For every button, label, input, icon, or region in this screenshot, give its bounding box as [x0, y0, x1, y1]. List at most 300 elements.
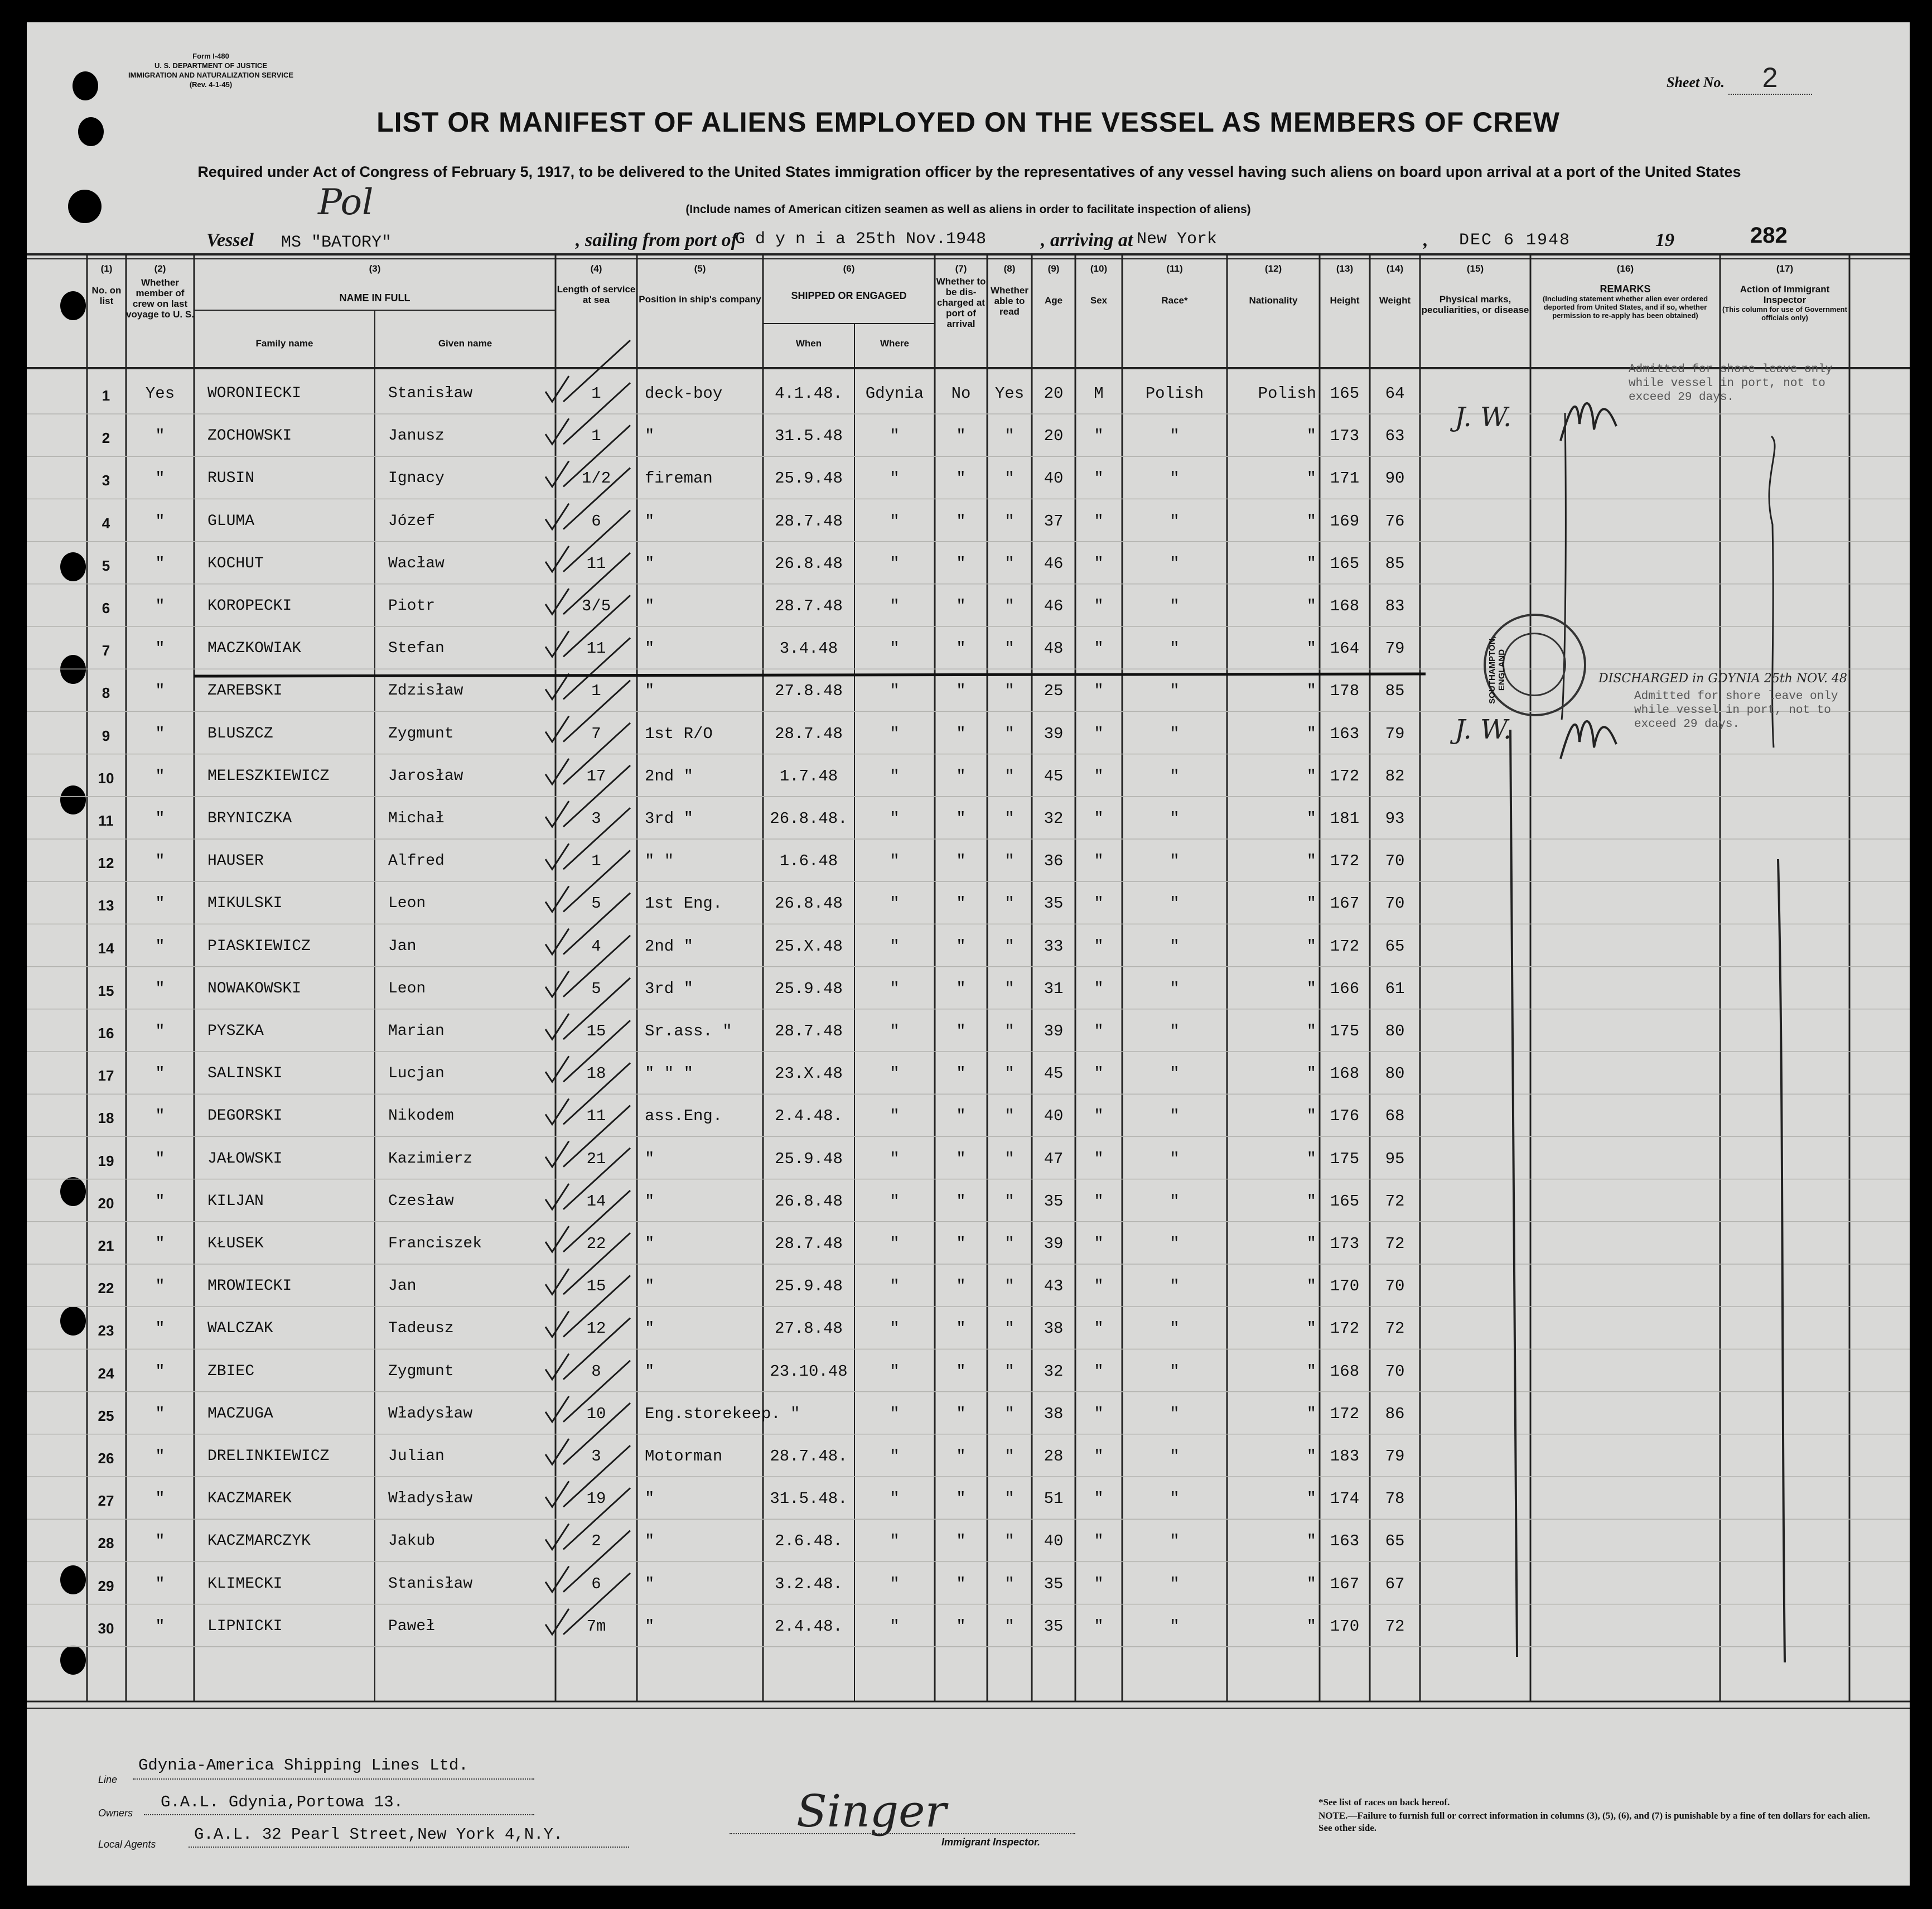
- cell-read: ": [1004, 1107, 1015, 1126]
- cell-weight: 64: [1385, 384, 1405, 403]
- cell-race: ": [1170, 1362, 1180, 1381]
- cell-position: ": [645, 1319, 655, 1338]
- cell-race: ": [1170, 937, 1180, 956]
- cell-position: ": [645, 1149, 655, 1168]
- col-7-header: (7) Whether to be dis-charged at port of arrival: [936, 263, 986, 329]
- row-number: 16: [98, 1025, 114, 1042]
- cell-given: Wacław: [388, 555, 445, 572]
- row-number: 13: [98, 897, 114, 914]
- cell-nat: ": [1306, 1489, 1316, 1508]
- cell-given: Zygmunt: [388, 725, 454, 743]
- cell-where: ": [890, 427, 900, 446]
- cell-weight: 80: [1385, 1022, 1405, 1040]
- cell-last: ": [155, 1235, 165, 1253]
- cell-where: ": [890, 1532, 900, 1551]
- cell-when: 27.8.48: [775, 682, 843, 701]
- cell-age: 31: [1044, 979, 1064, 998]
- row-number: 10: [98, 769, 114, 787]
- cell-height: 173: [1330, 1235, 1360, 1253]
- cell-weight: 85: [1385, 554, 1405, 573]
- cell-height: 183: [1330, 1447, 1360, 1466]
- cell-family: HAUSER: [207, 852, 264, 870]
- cell-read: ": [1004, 1319, 1015, 1338]
- cell-family: MACZUGA: [207, 1405, 273, 1423]
- col-12-header: (12) Nationality: [1249, 263, 1298, 306]
- cell-given: Ignacy: [388, 470, 445, 488]
- col-15-header: (15) Physical marks, peculiarities, or disease: [1421, 263, 1529, 315]
- cell-last: ": [155, 1022, 165, 1040]
- cell-where: ": [890, 894, 900, 913]
- cell-disch: ": [956, 1277, 966, 1296]
- cell-age: 38: [1044, 1404, 1064, 1423]
- cell-where: ": [890, 639, 900, 658]
- cell-service: 3: [591, 809, 601, 828]
- cell-service: 3/5: [581, 597, 611, 615]
- cell-given: Jakub: [388, 1532, 436, 1550]
- cell-read: ": [1004, 1447, 1015, 1466]
- cell-service: 6: [591, 512, 601, 531]
- cell-where: ": [890, 1064, 900, 1083]
- cell-read: ": [1004, 682, 1015, 701]
- cell-sex: ": [1094, 469, 1104, 488]
- cell-family: RUSIN: [207, 470, 255, 488]
- cell-race: ": [1170, 597, 1180, 615]
- cell-race: ": [1170, 1149, 1180, 1168]
- inspector-label: Immigrant Inspector.: [941, 1836, 1041, 1848]
- cell-height: 173: [1330, 427, 1360, 446]
- row-number: 8: [102, 684, 110, 702]
- cell-height: 167: [1330, 894, 1360, 913]
- cell-nat: ": [1306, 1362, 1316, 1381]
- cell-given: Leon: [388, 980, 426, 997]
- cell-read: ": [1004, 1362, 1015, 1381]
- cell-race: ": [1170, 639, 1180, 658]
- cell-sex: ": [1094, 937, 1104, 956]
- cell-sex: ": [1094, 1235, 1104, 1253]
- cell-family: KACZMAREK: [207, 1490, 292, 1508]
- cell-nat: ": [1306, 1617, 1316, 1636]
- cell-last: ": [155, 809, 165, 828]
- cell-weight: 76: [1385, 512, 1405, 531]
- row-number: 17: [98, 1067, 114, 1084]
- cell-weight: 95: [1385, 1149, 1405, 1168]
- cell-read: ": [1004, 1022, 1015, 1040]
- line-label: Line: [98, 1774, 118, 1785]
- row-number: 19: [98, 1152, 114, 1169]
- cell-read: ": [1004, 979, 1015, 998]
- cell-height: 168: [1330, 1362, 1360, 1381]
- col-13-header: (13) Height: [1330, 263, 1360, 306]
- cell-service: 17: [586, 767, 606, 785]
- cell-given: Stanisław: [388, 385, 473, 402]
- cell-when: 4.1.48.: [775, 384, 843, 403]
- strike-through-row-7: [194, 674, 1426, 676]
- cell-nat: ": [1306, 1022, 1316, 1040]
- cell-when: 27.8.48: [775, 1319, 843, 1338]
- cell-position: 2nd ": [645, 937, 694, 956]
- cell-race: ": [1170, 1532, 1180, 1551]
- cell-position: ass.Eng.: [645, 1107, 723, 1126]
- cell-position: ": [645, 1489, 655, 1508]
- cell-age: 35: [1044, 1574, 1064, 1593]
- cell-family: LIPNICKI: [207, 1617, 283, 1635]
- cell-given: Michał: [388, 810, 445, 827]
- cell-age: 39: [1044, 1022, 1064, 1040]
- cell-age: 40: [1044, 1107, 1064, 1126]
- cell-nat: ": [1306, 427, 1316, 446]
- cell-disch: ": [956, 469, 966, 488]
- cell-where: ": [890, 767, 900, 785]
- cell-read: ": [1004, 639, 1015, 658]
- cell-weight: 72: [1385, 1617, 1405, 1636]
- cell-age: 25: [1044, 682, 1064, 701]
- cell-read: ": [1004, 1277, 1015, 1296]
- cell-position: fireman: [645, 469, 713, 488]
- cell-age: 28: [1044, 1447, 1064, 1466]
- cell-when: 26.8.48: [775, 894, 843, 913]
- cell-race: ": [1170, 512, 1180, 531]
- cell-given: Zygmunt: [388, 1362, 454, 1380]
- page-number: 282: [1750, 223, 1788, 248]
- cell-race: ": [1170, 469, 1180, 488]
- cell-weight: 80: [1385, 1064, 1405, 1083]
- cell-position: ": [645, 639, 655, 658]
- cell-service: 11: [586, 1107, 606, 1126]
- cell-disch: ": [956, 852, 966, 871]
- cell-read: ": [1004, 597, 1015, 615]
- cell-service: 3: [591, 1447, 601, 1466]
- cell-race: ": [1170, 894, 1180, 913]
- cell-service: 4: [591, 937, 601, 956]
- cell-given: Zdzisław: [388, 682, 463, 700]
- cell-height: 172: [1330, 1319, 1360, 1338]
- cell-height: 176: [1330, 1107, 1360, 1126]
- cell-given: Piotr: [388, 597, 436, 615]
- cell-height: 172: [1330, 767, 1360, 785]
- cell-where: ": [890, 554, 900, 573]
- cell-race: ": [1170, 852, 1180, 871]
- cell-family: KŁUSEK: [207, 1235, 264, 1252]
- cell-weight: 67: [1385, 1574, 1405, 1593]
- cell-last: ": [155, 597, 165, 615]
- cell-last: ": [155, 1404, 165, 1423]
- cell-sex: ": [1094, 767, 1104, 785]
- row-number: 26: [98, 1450, 114, 1467]
- document-instruction: (Include names of American citizen seamen as well as aliens in order to facilitate inspection of aliens): [685, 203, 1251, 216]
- cell-read: ": [1004, 724, 1015, 743]
- cell-sex: ": [1094, 979, 1104, 998]
- cell-family: SALINSKI: [207, 1065, 283, 1083]
- cell-weight: 61: [1385, 979, 1405, 998]
- cell-race: ": [1170, 1235, 1180, 1253]
- row-number: 11: [98, 812, 114, 829]
- cell-age: 20: [1044, 384, 1064, 403]
- cell-where: ": [890, 1192, 900, 1211]
- col-5-header: (5) Position in ship's company: [639, 263, 761, 305]
- cell-where: ": [890, 1404, 900, 1423]
- cell-read: ": [1004, 1064, 1015, 1083]
- cell-service: 12: [586, 1319, 606, 1338]
- cell-height: 168: [1330, 1064, 1360, 1083]
- cell-sex: ": [1094, 894, 1104, 913]
- col-3-given-header: Given name: [438, 338, 492, 349]
- cell-position: 3rd ": [645, 809, 694, 828]
- cell-weight: 93: [1385, 809, 1405, 828]
- cell-read: ": [1004, 809, 1015, 828]
- cell-when: 25.9.48: [775, 979, 843, 998]
- cell-sex: ": [1094, 1532, 1104, 1551]
- cell-sex: ": [1094, 1489, 1104, 1508]
- cell-height: 172: [1330, 852, 1360, 871]
- row-number: 24: [98, 1365, 114, 1382]
- cell-disch: ": [956, 1064, 966, 1083]
- cell-service: 1: [591, 852, 601, 871]
- cell-weight: 65: [1385, 937, 1405, 956]
- cell-read: ": [1004, 1489, 1015, 1508]
- cell-last: ": [155, 554, 165, 573]
- cell-family: MACZKOWIAK: [207, 640, 302, 658]
- cell-age: 39: [1044, 1235, 1064, 1253]
- cell-height: 172: [1330, 937, 1360, 956]
- cell-nat: ": [1306, 639, 1316, 658]
- cell-last: ": [155, 1277, 165, 1296]
- cell-disch: ": [956, 937, 966, 956]
- cell-last: ": [155, 1107, 165, 1126]
- cell-when: 25.9.48: [775, 1277, 843, 1296]
- cell-age: 40: [1044, 469, 1064, 488]
- cell-sex: ": [1094, 1277, 1104, 1296]
- col-3-family-header: Family name: [255, 338, 313, 349]
- cell-family: PYSZKA: [207, 1023, 264, 1040]
- cell-nat: ": [1306, 894, 1316, 913]
- initials-row8: J. W.: [1455, 714, 1512, 745]
- cell-given: Stefan: [388, 640, 445, 658]
- arriving-label: , arriving at: [1041, 230, 1133, 250]
- cell-weight: 79: [1385, 724, 1405, 743]
- cell-disch: ": [956, 894, 966, 913]
- cell-family: BRYNICZKA: [207, 810, 292, 827]
- col-6-when-header: When: [795, 338, 822, 349]
- cell-disch: ": [956, 1532, 966, 1551]
- cell-race: ": [1170, 767, 1180, 785]
- cell-race: ": [1170, 1617, 1180, 1636]
- cell-service: 5: [591, 979, 601, 998]
- cell-family: WORONIECKI: [207, 385, 302, 402]
- cell-family: JAŁOWSKI: [207, 1150, 283, 1168]
- cell-weight: 78: [1385, 1489, 1405, 1508]
- manifest-sheet: Form I-480 U. S. DEPARTMENT OF JUSTICE IMMIGRATION AND NATURALIZATION SERVICE (Rev. 4-1-45) Sheet No. 2 LIST OR MANIFEST OF ALIENS EMPLOYED ON THE VESSEL AS MEMBERS OF CREW Required under Act of Congress of February 5, 1917, to be delivered to the United States immigration officer by the representatives of any vessel having such aliens on board upon arrival at a port of the United States (Include names of American citizen seamen as well as aliens in order to facilitate inspection of aliens) Vessel Pol MS "BATORY" , sailing from port of G d y n i a 25th Nov.1948 , arriving at New York , DEC 6 1948 19 282 (1) No. on list (2) Whether member of crew on last voyage to U. S. (3) NAME IN FULL Family name Given name (4) Length of service at sea (5) Position in ship's company (6) SHIPPED OR ENGAGED When Where (7) Whether to be dis-charged at port of arrival (8) Whether able to read (9) Age (10) Sex (11) Race* (12) Nationality (13) Height (14) Weight (15) Physical marks, peculiarities, or disease (16) REMARKS (Including statement whether alien ever ordered deported from United States, and if so, whether permission to re-apply has been obtained) (17) Action of Immigrant Inspector (This column for use of Government officials only) 1 Yes WORONIECKI Stanisław 1 deck-boy 4.1.48. Gdynia No Yes 20 M Polish Polish 165 64 2 " ZOCHOWSKI Janusz 1 " 31.5.48 " " " 20 " " " 173 63 3 " RUSIN Ignacy 1/2 fireman 25.9.48 " " " 40 " " " 171 90 4 " GLUMA Józef 6 " 28.7.48 " " " 37 " " " 169 76 5 " KOCHUT Wacław 11 " 26.8.48 " " " 46 " " " 165 85 6 " KOROPECKI Piotr 3/5 " 28.7.48 " " " 46 " " " 168 83 7 " MACZKOWIAK Stefan 11 " 3.4.48 " " " 48 " " " 164 79 8 " ZAREBSKI Zdzisław 1 " 27.8.48 " " " 25 " " " 178 85 9 " BLUSZCZ Zygmunt 7 1st R/O 28.7.48 " " " 39 " " " 163 79 10 " MELESZKIEWICZ Jarosław 17 2nd " 1.7.48 " " " 45 " " " 172 82 11 " BRYNICZKA Michał 3 3rd " 26.8.48. " " " 32 " " " 181 93 12 " HAUSER Alfred 1 " " 1.6.48 " " " 36 " " " 172 70 13 " MIKULSKI Leon 5 1st Eng. 26.8.48 " " " 35 " " " 167 70 14 " PIASKIEWICZ Jan 4 2nd " 25.X.48 " " " 33 " " " 172 65 15 " NOWAKOWSKI Leon 5 3rd " 25.9.48 " " " 31 " " " 166 61 16 " PYSZKA Marian 15 Sr.ass. " 28.7.48 " " " 39 " " " 175 80 17 " SALINSKI Lucjan 18 " " " 23.X.48 " " " 45 " " " 168 80 18 " DEGORSKI Nikodem 11 ass.Eng. 2.4.48. " " " 40 " " " 176 68 19 " JAŁOWSKI Kazimierz 21 " 25.9.48 " " " 47 " " " 175 95 20 " KILJAN Czesław 14 " 26.8.48 " " " 35 " " " 165 72 21 " KŁUSEK Franciszek 22 " 28.7.48 " " " 39 " " " 173 72 22 " MROWIECKI Jan 15 " 25.9.48 " " " 43 " " " 170 70 23 " WALCZAK Tadeusz 12 " 27.8.48 " " " 38 " " " 172 72 24 " ZBIEC Zygmunt 8 " 23.10.48 " " " 32 " " " 168 70 25 " MACZUGA Władysław 10 Eng.storekeep. " " " " 38 " " " 172 86 26 " DRELINKIEWICZ Julian 3 Motorman 28.7.48. " " " 28 " " " 183 79 27 " KACZMAREK Władysław 19 " 31.5.48. " " " 51 " " " 174 78 28 " KACZMARCZYK Jakub 2 " 2.6.48. " " " 40 " " " 163 65 29 " KLIMECKI Stanisław 6 " 3.2.48. " " " 35 " " " 167 67 30 " LIPNICKI Paweł 7m " 2.4.48. " " " 35 " " " 170 72 Admitted for shore leave only while vessel in port, not to exceed 29 days. Admitted for shore leave only while vessel in port, not to exceed 29 days. DISCHARGED in GDYNIA 25th NOV. 48 J. W. J. W. SOUTHAMPTON, ENGLAND Line Gdynia-America Shipping Lines Ltd. Owners G.A.L. Gdynia,Portowa 13. Local Agents G.A.L. 32 Pearl Street,New York 4,N.Y. Singer Immigrant Inspector. *See list of races on back hereof. NOTE.—Failure to furnish full or correct information in columns (3), (5), (6), and (7) is punishable by a fine of ten dollars for each alien. See other side.: [27, 22, 1910, 1886]
- cell-nat: ": [1306, 1192, 1316, 1211]
- remark-shore-leave-8: Admitted for shore leave only while vessel in port, not to exceed 29 days.: [1634, 690, 1838, 731]
- cell-service: 5: [591, 894, 601, 913]
- cell-where: ": [890, 724, 900, 743]
- cell-where: ": [890, 809, 900, 828]
- cell-when: 31.5.48.: [770, 1489, 848, 1508]
- cell-service: 19: [586, 1489, 606, 1508]
- inspector-initials-mark: [1555, 391, 1627, 457]
- cell-service: 15: [586, 1022, 606, 1040]
- cell-family: KOROPECKI: [207, 597, 292, 615]
- cell-read: ": [1004, 512, 1015, 531]
- cell-age: 36: [1044, 852, 1064, 871]
- row-number: 14: [98, 939, 114, 957]
- cell-service: 11: [586, 639, 606, 658]
- cell-position: ": [645, 427, 655, 446]
- shipping-line: Gdynia-America Shipping Lines Ltd.: [138, 1756, 468, 1775]
- cell-weight: 72: [1385, 1235, 1405, 1253]
- cell-age: 48: [1044, 639, 1064, 658]
- cell-last: ": [155, 852, 165, 871]
- row-number: 3: [102, 472, 110, 489]
- cell-disch: ": [956, 1447, 966, 1466]
- cell-nat: ": [1306, 682, 1316, 701]
- cell-sex: ": [1094, 1107, 1104, 1126]
- cell-height: 163: [1330, 1532, 1360, 1551]
- cell-last: ": [155, 724, 165, 743]
- cell-disch: No: [951, 384, 971, 403]
- cell-position: 1st R/O: [645, 724, 713, 743]
- cell-where: ": [890, 1489, 900, 1508]
- cell-nat: ": [1306, 554, 1316, 573]
- cell-disch: ": [956, 554, 966, 573]
- cell-service: 14: [586, 1192, 606, 1211]
- cell-given: Jan: [388, 937, 417, 955]
- cell-weight: 82: [1385, 767, 1405, 785]
- cell-service: 2: [591, 1532, 601, 1551]
- cell-last: ": [155, 469, 165, 488]
- cell-height: 170: [1330, 1617, 1360, 1636]
- cell-disch: ": [956, 1574, 966, 1593]
- cell-service: 18: [586, 1064, 606, 1083]
- cell-age: 35: [1044, 1617, 1064, 1636]
- cell-race: ": [1170, 1404, 1180, 1423]
- cell-position: ": [645, 1192, 655, 1211]
- vessel-handwritten-note: Pol: [318, 182, 374, 223]
- row-number: 23: [98, 1322, 114, 1339]
- cell-read: ": [1004, 767, 1015, 785]
- row-number: 22: [98, 1280, 114, 1297]
- cell-race: ": [1170, 1489, 1180, 1508]
- owners-label: Owners: [98, 1807, 133, 1819]
- cell-last: ": [155, 894, 165, 913]
- cell-disch: ": [956, 724, 966, 743]
- cell-last: ": [155, 937, 165, 956]
- cell-where: ": [890, 1022, 900, 1040]
- row-number: 7: [102, 642, 110, 659]
- col-4-header: (4) Length of service at sea: [557, 263, 636, 305]
- cell-race: ": [1170, 1447, 1180, 1466]
- cell-given: Janusz: [388, 427, 445, 445]
- sailing-label: , sailing from port of: [576, 230, 737, 250]
- sheet-number: Sheet No. 2: [1667, 61, 1812, 95]
- cell-weight: 70: [1385, 1277, 1405, 1296]
- cell-service: 1: [591, 384, 601, 403]
- cell-read: ": [1004, 1617, 1015, 1636]
- cell-race: ": [1170, 427, 1180, 446]
- cell-last: ": [155, 1447, 165, 1466]
- cell-weight: 70: [1385, 852, 1405, 871]
- cell-nat: ": [1306, 1447, 1316, 1466]
- cell-where: ": [890, 597, 900, 615]
- cell-service: 7: [591, 724, 601, 743]
- inspector-initials-mark: [1555, 708, 1627, 775]
- cell-age: 32: [1044, 1362, 1064, 1381]
- cell-weight: 65: [1385, 1532, 1405, 1551]
- cell-position: ": [645, 1617, 655, 1636]
- col-6-where-header: Where: [880, 338, 909, 349]
- cell-where: ": [890, 1277, 900, 1296]
- cell-family: DRELINKIEWICZ: [207, 1448, 330, 1465]
- cell-where: ": [890, 1149, 900, 1168]
- cell-disch: ": [956, 979, 966, 998]
- cell-weight: 70: [1385, 894, 1405, 913]
- row-number: 5: [102, 557, 110, 574]
- cell-when: 1.6.48: [779, 852, 838, 871]
- col-11-header: (11) Race*: [1161, 263, 1188, 306]
- col-14-header: (14) Weight: [1379, 263, 1411, 306]
- cell-family: MROWIECKI: [207, 1278, 292, 1295]
- cell-weight: 86: [1385, 1404, 1405, 1423]
- cell-age: 33: [1044, 937, 1064, 956]
- cell-nat: ": [1306, 724, 1316, 743]
- cell-age: 46: [1044, 554, 1064, 573]
- cell-age: 37: [1044, 512, 1064, 531]
- cell-when: 25.9.48: [775, 1149, 843, 1168]
- cell-when: 2.4.48.: [775, 1617, 843, 1636]
- cell-service: 1: [591, 427, 601, 446]
- cell-sex: ": [1094, 724, 1104, 743]
- cell-race: ": [1170, 1022, 1180, 1040]
- cell-height: 166: [1330, 979, 1360, 998]
- cell-last: ": [155, 1617, 165, 1636]
- cell-read: ": [1004, 852, 1015, 871]
- row-number: 27: [98, 1492, 114, 1510]
- cell-race: ": [1170, 1107, 1180, 1126]
- sailing-port: G d y n i a 25th Nov.1948: [735, 230, 987, 249]
- cell-position: ": [645, 1574, 655, 1593]
- cell-disch: ": [956, 1617, 966, 1636]
- cell-given: Julian: [388, 1448, 445, 1465]
- cell-family: KACZMARCZYK: [207, 1532, 311, 1550]
- cell-sex: ": [1094, 682, 1104, 701]
- cell-service: 22: [586, 1235, 606, 1253]
- cell-nat: ": [1306, 1404, 1316, 1423]
- cell-disch: ": [956, 427, 966, 446]
- col-6-header: (6) SHIPPED OR ENGAGED: [791, 263, 907, 301]
- cell-nat: ": [1306, 469, 1316, 488]
- cell-given: Paweł: [388, 1617, 436, 1635]
- cell-where: ": [890, 1362, 900, 1381]
- row-number: 29: [98, 1577, 114, 1594]
- cell-nat: ": [1306, 937, 1316, 956]
- cell-race: Polish: [1145, 384, 1204, 403]
- row-number: 2: [102, 430, 110, 447]
- cell-race: ": [1170, 1064, 1180, 1083]
- cell-age: 43: [1044, 1277, 1064, 1296]
- cell-family: KLIMECKI: [207, 1575, 283, 1593]
- cell-given: Władysław: [388, 1490, 473, 1508]
- cell-height: 181: [1330, 809, 1360, 828]
- cell-weight: 72: [1385, 1319, 1405, 1338]
- cell-read: ": [1004, 469, 1015, 488]
- cell-disch: ": [956, 1192, 966, 1211]
- cell-last: ": [155, 512, 165, 531]
- cell-when: 28.7.48: [775, 512, 843, 531]
- cell-nat: ": [1306, 1064, 1316, 1083]
- cell-disch: ": [956, 1235, 966, 1253]
- cell-given: Czesław: [388, 1192, 454, 1210]
- cell-where: ": [890, 512, 900, 531]
